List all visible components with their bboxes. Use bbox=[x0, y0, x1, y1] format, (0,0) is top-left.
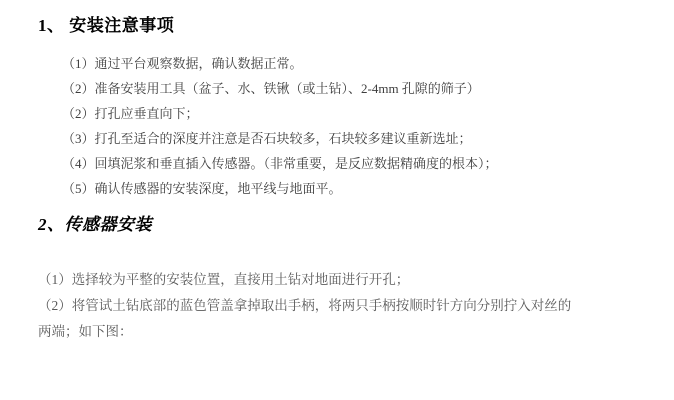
list-item: （2）打孔应垂直向下； bbox=[62, 106, 199, 121]
list-item: （2）准备安装用工具（盆子、水、铁锹（或土钻）、2-4mm 孔隙的筛子） bbox=[62, 81, 480, 96]
list-item: （1）选择较为平整的安装位置，直接用土钻对地面进行开孔； bbox=[38, 272, 410, 287]
list-item: （2）将管试土钻底部的蓝色管盖拿掉取出手柄，将两只手柄按顺时针方向分别拧入对丝的两端；如下图： bbox=[38, 298, 572, 339]
list-item: （3）打孔至适合的深度并注意是否石块较多，石块较多建议重新选址； bbox=[62, 131, 472, 146]
list-item: （4）回填泥浆和垂直插入传感器。（非常重要，是反应数据精确度的根本）； bbox=[62, 156, 498, 171]
list-item: （5）确认传感器的安装深度，地平线与地面平。 bbox=[62, 181, 342, 196]
list-item: （1）通过平台观察数据，确认数据正常。 bbox=[62, 56, 303, 71]
section-2-heading: 2、传感器安装 bbox=[38, 215, 152, 234]
section-2-list bbox=[38, 267, 650, 345]
section-1-heading: 1、 安装注意事项 bbox=[38, 16, 175, 35]
section-1-list bbox=[62, 51, 650, 201]
